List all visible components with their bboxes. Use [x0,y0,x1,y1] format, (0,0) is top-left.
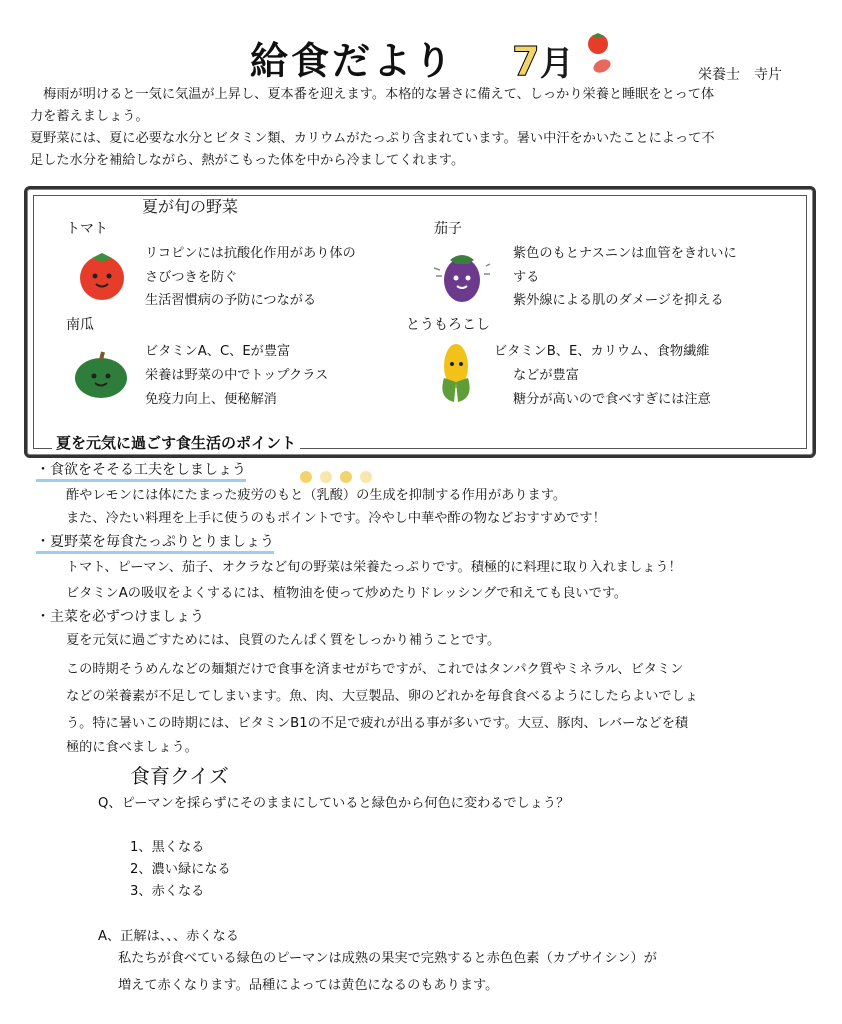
month-unit: 月 [539,44,574,84]
month-label [512,36,574,85]
corn-name: とうもろこし [406,317,490,333]
pumpkin-line: 免疫力向上、便秘解消 [145,392,277,407]
tip-heading-text: ・夏野菜を毎食たっぷりとりましょう [36,534,274,554]
tip-line: また、冷たい料理を上手に使うのもポイントです。冷やし中華や酢の物などおすすめです！ [66,511,606,526]
tips-title: 夏を元気に過ごす食生活のポイント [52,432,300,453]
eggplant-name: 茄子 [434,221,462,237]
tip-line: 極的に食べましょう。 [66,740,198,755]
tip-line: 夏を元気に過ごすためには、良質のたんぱく質をしっかり補うことです。 [66,633,501,648]
eggplant-line: する [513,270,540,285]
pumpkin-name: 南瓜 [66,317,94,333]
dot-icon [340,471,352,483]
quiz-title: 食育クイズ [130,764,229,788]
tomato-line: さびつきを防ぐ [145,270,238,285]
tomato-name: トマト [66,221,108,237]
tip-heading [36,459,246,482]
tip-heading-text: ・食欲をそそる工夫をしましょう [36,462,246,482]
intro-line: 力を蓄えましょう。 [30,109,149,124]
quiz-answer: A、正解は、、、赤くなる [98,929,239,944]
pumpkin-line: 栄養は野菜の中でトップクラス [145,368,329,383]
quiz-option: 2、濃い緑になる [130,862,231,877]
eggplant-line: 紫外線による肌のダメージを抑える [513,293,724,308]
vegetable-box-title: 夏が旬の野菜 [142,197,239,216]
quiz-explanation: 増えて赤くなります。品種によっては黄色になるのもあります。 [118,978,499,993]
corn-line: ビタミンB、E、カリウム、食物繊維 [494,344,710,359]
pumpkin-icon [72,350,130,402]
tomato-line: リコピンには抗酸化作用があり体の [145,246,356,261]
author: 栄養士 寺片 [698,67,782,83]
corn-line: 糖分が高いので食べすぎには注意 [513,392,711,407]
quiz-option: 3、赤くなる [130,884,205,899]
tip-line: う。特に暑いこの時期には、ビタミンB1の不足で疲れが出る事が多いです。大豆、豚肉、レバーなどを積 [66,716,689,731]
dot-icon [320,471,332,483]
eggplant-icon [430,242,494,306]
intro-line: 梅雨が明けると一気に気温が上昇し、夏本番を迎えます。本格的な暑さに備えて、しっかり栄養と睡眠をとって体 [30,87,715,102]
tip-line: ビタミンAの吸収をよくするには、植物油を使って炒めたりドレッシングで和えても良いです。 [66,586,628,601]
quiz-question: Q、ピーマンを採らずにそのままにしていると緑色から何色に変わるでしょう？ [98,796,570,811]
corn-line: などが豊富 [513,368,579,383]
dot-icon [300,471,312,483]
intro-text [30,84,810,172]
tomato-decoration-icon [580,30,616,78]
tip-line: トマト、ピーマン、茄子、オクラなど旬の野菜は栄養たっぷりです。積極的に料理に取り入れましょう！ [66,560,682,575]
quiz-option: 1、黒くなる [130,840,205,855]
tip-line: この時期そうめんなどの麺類だけで食事を済ませがちですが、これではタンパク質やミネラル、ビタミン [66,662,684,677]
dot-icon [360,471,372,483]
intro-line: 夏野菜には、夏に必要な水分とビタミン類、カリウムがたっぷり含まれています。暑い中汗をかいたことによって不 [30,131,715,146]
tomato-icon [74,248,130,306]
month-number: 7 [512,39,540,85]
intro-line: 足した水分を補給しながら、熱がこもった体を中から冷ましてくれます。 [30,153,465,168]
quiz-explanation: 私たちが食べている緑色のピーマンは成熟の果実で完熟すると赤色色素（カプサイシン）が [118,951,657,966]
newsletter-title: 給食だより [250,39,456,83]
tip-line: 酢やレモンには体にたまった疲労のもと（乳酸）の生成を抑制する作用があります。 [66,488,567,503]
tip-heading [36,531,274,554]
tomato-line: 生活習慣病の予防につながる [145,293,317,308]
tip-line: などの栄養素が不足してしまいます。魚、肉、大豆製品、卵のどれかを毎食食べるようにしたらよいでしょ [66,689,698,704]
eggplant-line: 紫色のもとナスニンは血管をきれいに [513,246,737,261]
tip-heading: ・主菜を必ずつけましょう [36,609,204,625]
corn-icon [434,338,478,406]
pumpkin-line: ビタミンA、C、Eが豊富 [145,344,291,359]
